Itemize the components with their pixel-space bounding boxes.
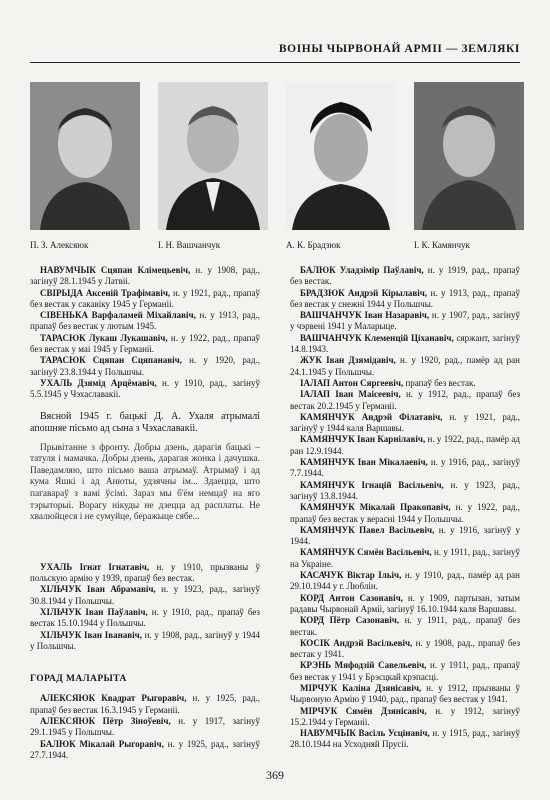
memorial-entry	[30, 288, 260, 311]
memorial-entry	[290, 638, 520, 661]
memorial-entry	[30, 378, 260, 401]
memorial-entry	[290, 593, 520, 616]
portrait-row	[30, 82, 525, 257]
memorial-entry	[290, 412, 520, 435]
memorial-entry	[30, 693, 260, 716]
portrait-photo	[30, 82, 140, 230]
entry-name: КОРД Антон Сазонавіч,	[300, 592, 403, 603]
memorial-entry	[30, 310, 260, 333]
entry-details: н. у 1923, рад., загінуў 30.8.1944 у Польшчы.	[30, 584, 260, 606]
entry-name: КАМЯНЧУК Іван Карнілавіч,	[300, 434, 426, 445]
entry-name: СІВЕНЬКА Варфаламей Міхайлавіч,	[40, 310, 196, 321]
entry-name: КАСАЧУК Віктар Ільіч,	[300, 570, 402, 581]
entry-details: н. у 1922, рад., памёр ад ран 12.9.1944.	[290, 434, 521, 456]
header-rule	[30, 62, 520, 63]
memorial-entry	[290, 502, 520, 525]
portrait-caption: А. К. Брадзюк	[286, 240, 341, 250]
entry-name: КАМЯНЧУК Іван Мікалаевіч,	[300, 457, 428, 468]
portrait-photo	[286, 82, 396, 230]
entry-details: н. у 1921, рад., прапаў без вестак у сакавіку 1945 у Германіі.	[30, 287, 260, 309]
entry-details: н. у 1915, рад., загінуў 28.10.1944 на Усходняй Прусіі.	[290, 728, 520, 750]
entry-details: сяржант, загінуў 14.8.1943.	[290, 332, 520, 355]
entry-name: АЛЕКСЯЮК Квадрат Рыгоравіч,	[40, 693, 187, 704]
entry-name: КАМЯНЧУК Андрэй Філатавіч,	[300, 411, 443, 422]
entry-list	[290, 265, 520, 751]
entry-name: ЖУК Іван Дзямідавіч,	[300, 355, 396, 366]
left-column	[30, 265, 260, 761]
entry-details: н. у 1908, рад., загінуў у 1944 у Польшчы.	[30, 629, 261, 651]
entry-details: н. у 1922, рад., прапаў без вестак у верасні 1944 у Польшчы.	[290, 502, 520, 524]
entry-name: НАВУМЧЫК Васіль Усцінавіч,	[300, 728, 430, 739]
narrative-paragraph: Вясной 1945 г. бацькі Д. А. Ухаля атрымалі апошняе пісьмо ад сына з Чэхаславакіі.	[30, 410, 260, 434]
memorial-entry	[290, 434, 520, 457]
memorial-entry	[290, 457, 520, 480]
entry-name: МІРЧУК Сямён Дзянісавіч,	[300, 705, 427, 716]
memorial-entry	[30, 607, 260, 630]
memorial-entry	[290, 706, 520, 729]
entry-list	[30, 265, 260, 401]
entry-details: н. у 1922, рад., прапаў без вестак у маі 1945 у Германіі.	[30, 332, 260, 355]
memorial-entry	[290, 683, 520, 706]
header-title: ВОІНЫ ЧЫРВОНАЙ АРМІІ — ЗЕМЛЯКІ	[278, 43, 520, 55]
entry-name: УХАЛЬ Ігнат Ігнатавіч,	[40, 561, 150, 572]
memorial-entry	[30, 265, 260, 288]
portrait-caption: І. Н. Вашчанчук	[158, 240, 221, 250]
entry-name: БРАДЗЮК Андрэй Кірылавіч,	[300, 287, 428, 298]
entry-details: н. у 1911, рад., прапаў без вестак у 1941 у Брэсцкай крэпасці.	[290, 660, 520, 682]
entry-name: КАМЯНЧУК Ігнацій Васільевіч,	[300, 479, 444, 490]
entry-details: н. у 1910, прызваны ў польскую армію у 1939, прапаў без вестак.	[30, 561, 260, 584]
entry-name: ВАШЧАНЧУК Клеменцій Ціханавіч,	[300, 332, 454, 343]
entry-list	[30, 562, 260, 652]
entry-details: н. у 1908, рад., загінуў 28.1.1945 у Латвіі.	[30, 265, 260, 287]
entry-list	[30, 693, 260, 761]
entry-details: н. у 1908, рад., прапаў без вестак у 1941.	[290, 637, 521, 660]
memorial-entry	[290, 265, 520, 288]
right-column	[290, 265, 520, 751]
entry-name: МІРЧУК Каліна Дзянісавіч,	[300, 682, 422, 693]
spacer	[30, 524, 260, 562]
entry-details: н. у 1911, рад., прапаў без вестак.	[290, 615, 520, 637]
entry-name: ІАЛАП Антон Сяргеевіч,	[300, 377, 404, 388]
entry-name: КРЭНЬ Мяфодзій Савельевіч,	[300, 660, 427, 671]
entry-details: н. у 1925, рад., прапаў без вестак 16.3.1945 у Германіі.	[30, 693, 261, 715]
memorial-entry	[290, 355, 520, 378]
memorial-entry	[290, 378, 520, 389]
entry-details: н. у 1909, партызан, затым радавы Чырвонай Арміі, загінуў 16.10.1944 каля Варшавы.	[290, 592, 520, 614]
entry-name: БАЛЮК Мікалай Рыгоравіч,	[40, 738, 164, 749]
letter-quote: Прывітанне з фронту. Добры дзень, дарагія бацькі – татуля і мамачка. Добры дзень, дарагая жонка і дачушка. Паведамляю, што пісьмо ваша атрымаў. Атрымаў і ад кума Яшкі і ад Анюты, удзячны ім... Здаецца, што пагавараў з вамі ўсімі. Зараз мы б'ём немцаў на яго тэрыторыі. Ворагу нікуды не дзецца ад расплаты. Не хвалюйцеся і не сумуйце, беражыце сябе...	[30, 442, 260, 523]
memorial-entry	[30, 716, 260, 739]
entry-name: СВІРЫДА Аксеній Трафімавіч,	[40, 287, 171, 298]
entry-details: н. у 1925, рад., загінуў 27.7.1944.	[30, 738, 260, 760]
entry-details: н. у 1910, рад., памёр ад ран 29.10.1944 у г. Люблін.	[290, 570, 520, 592]
memorial-entry	[290, 728, 520, 751]
entry-name: ВАШЧАНЧУК Іван Назаравіч,	[300, 310, 430, 321]
entry-details: н. у 1916, рад., загінуў 7.7.1944.	[290, 457, 520, 479]
entry-details: н. у 1912, рад., прапаў без вестак 20.2.1945 у Германіі.	[290, 389, 521, 411]
entry-details: н. у 1910, рад., загінуў 5.5.1945 у Чэхаславакіі.	[30, 377, 260, 400]
entry-details: н. у 1920, рад., памёр ад ран 24.1.1945 у Польшчы.	[290, 355, 520, 377]
entry-details: н. у 1911, рад., загінуў на Украіне.	[290, 547, 520, 569]
memorial-entry	[290, 615, 520, 638]
entry-details: н. у 1913, рад., прапаў без вестак у лютым 1945.	[30, 310, 260, 332]
portrait-caption: П. З. Алексяюк	[30, 240, 89, 250]
entry-name: ХІЛЬЧУК Іван Паўлавіч,	[40, 606, 148, 617]
memorial-entry	[290, 389, 520, 412]
entry-details: н. у 1919, рад., прапаў без вестак.	[290, 265, 520, 287]
entry-name: УХАЛЬ Дзямід Арцёмавіч,	[40, 377, 157, 388]
entry-details: н. у 1921, рад., загінуў у 1944 каля Варшавы.	[290, 411, 521, 434]
entry-name: АЛЕКСЯЮК Пётр Зіноўевіч,	[40, 715, 171, 726]
entry-name: БАЛЮК Уладзімір Паўлавіч,	[300, 265, 424, 275]
entry-name: ХІЛЬЧУК Іван Абрамавіч,	[40, 584, 156, 595]
memorial-entry	[290, 547, 520, 570]
entry-details: н. у 1912, загінуў 15.2.1944 у Германіі.	[290, 705, 520, 727]
portrait-photo	[414, 82, 524, 230]
entry-details: н. у 1916, загінуў у 1944.	[290, 524, 520, 547]
entry-name: КАМЯНЧУК Сямён Васільевіч,	[300, 547, 432, 558]
portrait-caption: І. К. Камянчук	[414, 240, 470, 250]
entry-details: н. у 1913, рад., прапаў без вестак у снежні 1944 у Польшчы.	[290, 287, 520, 309]
memorial-entry	[290, 310, 520, 333]
memorial-entry	[30, 333, 260, 356]
memorial-entry	[290, 660, 520, 683]
memorial-entry	[30, 562, 260, 585]
entry-name: НАВУМЧЫК Сцяпан Клімецьевіч,	[40, 265, 191, 275]
memorial-entry	[290, 525, 520, 548]
memorial-entry	[290, 333, 520, 356]
entry-name: КОСІК Андрэй Васільевіч,	[300, 637, 413, 648]
entry-details: н. у 1910, рад., прапаў без вестак 15.10.1944 у Польшчы.	[30, 606, 260, 629]
section-heading: ГОРАД МАЛАРЫТА	[30, 674, 127, 685]
entry-details: н. у 1907, рад., загінуў у чэрвені 1941 у Маларыце.	[290, 310, 520, 332]
entry-name: КАМЯНЧУК Мікалай Пракопавіч,	[300, 502, 451, 513]
memorial-entry	[30, 739, 260, 762]
running-header	[30, 38, 520, 64]
page-number: 369	[266, 768, 284, 782]
entry-details: н. у 1920, рад., загінуў 23.8.1944 у Польшчы.	[30, 355, 260, 377]
memorial-entry	[290, 288, 520, 311]
entry-name: ІАЛАП Іван Маісеевіч,	[300, 389, 401, 400]
entry-details: н. у 1917, загінуў 29.1.1945 у Польшчы.	[30, 715, 261, 738]
portrait-photo	[158, 82, 268, 230]
entry-name: КАМЯНЧУК Павел Васільевіч,	[300, 524, 435, 535]
entry-name: ХІЛЬЧУК Іван Іванавіч,	[40, 629, 142, 640]
entry-details: прапаў без вестак.	[403, 377, 476, 388]
entry-details: н. у 1923, рад., загінуў 13.8.1944.	[290, 479, 520, 501]
memorial-entry	[30, 630, 260, 653]
entry-name: ТАРАСЮК Лукаш Лукашавіч,	[40, 332, 168, 343]
entry-name: КОРД Пётр Сазонавіч,	[300, 615, 400, 626]
memorial-entry	[30, 584, 260, 607]
entry-name: ТАРАСЮК Сцяпан Сцяпанавіч,	[40, 355, 182, 366]
memorial-entry	[290, 570, 520, 593]
memorial-entry	[290, 480, 520, 503]
entry-details: н. у 1912, прызваны ў Чырвоную Армію ў 1940, рад., прапаў без вестак у 1941.	[290, 682, 520, 705]
memorial-entry	[30, 355, 260, 378]
